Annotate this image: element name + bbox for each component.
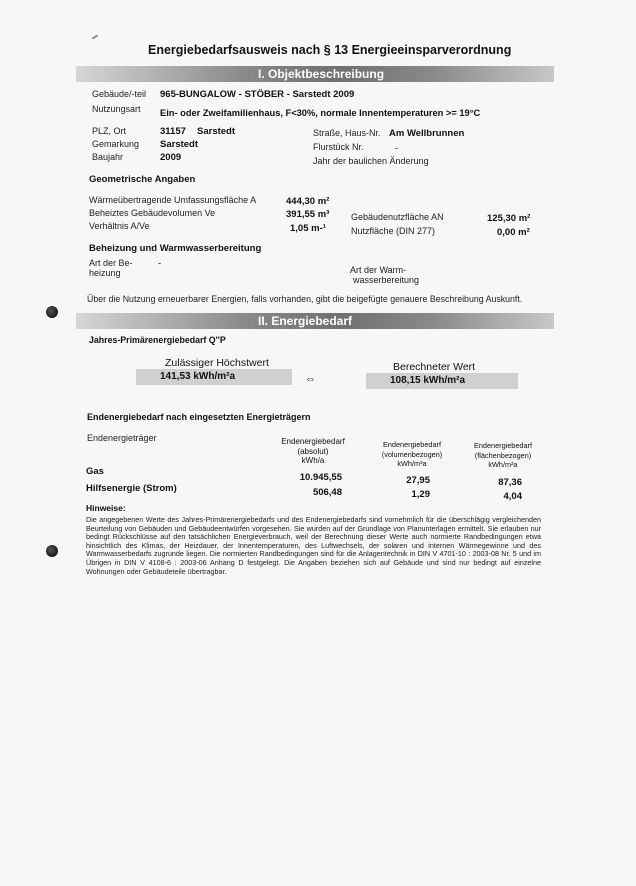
col-header-flaeche-line3: kWh/m²a <box>488 460 518 469</box>
ratio-value: 1,05 m-¹ <box>290 223 326 234</box>
nutzflaeche-din-value: 0,00 m² <box>497 227 530 238</box>
renewable-note: Über die Nutzung erneuerbarer Energien, falls vorhanden, gibt die beigefügte genauere Beschreibung Auskunft. <box>87 294 523 304</box>
gebaeude-label: Gebäude/-teil <box>92 89 147 99</box>
calculated-label: Berechneter Wert <box>393 361 476 373</box>
section-header-label: I. Objektbeschreibung <box>258 67 385 81</box>
col-header-traeger: Endenergieträger <box>87 433 157 443</box>
allowed-value: 141,53 kWh/m²a <box>160 371 236 382</box>
col-header-flaeche <box>463 441 543 470</box>
row-gas-flaeche: 87,36 <box>498 477 522 488</box>
col-header-flaeche-line1: Endenergiebedarf <box>473 441 532 450</box>
section-header-energiebedarf <box>76 313 554 329</box>
nutzungsart-label: Nutzungsart <box>92 104 141 114</box>
col-header-volumen-line2: (volumenbezogen) <box>381 449 443 459</box>
col-header-flaeche-line2: (flächenbezogen) <box>474 450 532 460</box>
ort-value: Sarstedt <box>197 126 236 137</box>
punch-hole-bottom <box>46 545 58 557</box>
allowed-value-box <box>136 369 292 385</box>
row-strom-name: Hilfsenergie (Strom) <box>86 483 177 494</box>
hints-text: Die angegebenen Werte des Jahres-Primärenergiebedarfs und des Endenergiebedarfs sind vornehmlich für die überschlägig vergleichenden Beurteilung von Gebäuden und Gebäudeentwürfen vorgesehen. Sie wurden auf der Grundlage von Planunterlagen ermittelt. Sie erlauben nur bedingt Rückschlüsse auf den tatsächlichen Energieverbrauch, weil der Berechnung dieser Werte auch normierte Randbedingungen etwa hinsichtlich des Klimas, der Heizdauer, der Innentemperaturen, des Luftwechsels, der solaren und internen Wärmegewinne und des Warmwasserbedarfs zugrunde liegen. Die normierten Randbedingungen sind für die Anlagentechnik in DIN V 4701-10 : 2003-08 Nr. 5 und im Übrigen in DIN V 4108-6 : 2003-06 Anhang D festgelegt. Die Angaben beziehen sich auf Gebäude und sind nur bedingt auf einzelne Wohnungen oder Gebäudeteile übertragbar. <box>86 515 541 576</box>
primary-energy-heading: Jahres-Primärenergiebedarf Q''P <box>89 335 226 345</box>
row-gas-absolut: 10.945,55 <box>299 472 342 483</box>
nutzflaeche-din-label: Nutzfläche (DIN 277) <box>351 226 436 236</box>
col-header-volumen-line3: kWh/m³a <box>397 459 427 468</box>
area-label: Wärmeübertragende Umfassungsfläche A <box>89 195 257 205</box>
col-header-volumen <box>372 440 452 469</box>
volume-label: Beheiztes Gebäudevolumen Ve <box>89 208 216 218</box>
gebaeude-value: 965-BUNGALOW - STÖBER - Sarstedt 2009 <box>160 89 355 100</box>
warmwasser-label-line2: wasserbereitung <box>353 275 420 285</box>
aenderung-label: Jahr der baulichen Änderung <box>313 156 429 166</box>
col-header-absolut <box>277 437 349 466</box>
page-title: Energiebedarfsausweis nach § 13 Energieeinsparverordnung <box>148 43 512 57</box>
calculated-value: 108,15 kWh/m²a <box>390 375 466 386</box>
col-header-absolut-line1: Endenergiebedarf <box>281 437 345 446</box>
nutzungsart-value: Ein- oder Zweifamilienhaus, F<30%, normale Innentemperaturen >= 19°C <box>160 108 481 118</box>
baujahr-value: 2009 <box>160 152 182 163</box>
heizung-label-line1: Art der Be- <box>89 258 133 268</box>
scan-mark <box>92 35 98 40</box>
nutzflaeche-an-value: 125,30 m² <box>487 213 531 224</box>
end-energy-heading: Endenergiebedarf nach eingesetzten Energieträgern <box>87 412 311 422</box>
baujahr-label: Baujahr <box>92 152 124 162</box>
compare-arrow-icon: ⇔ <box>305 373 316 385</box>
geo-heading: Geometrische Angaben <box>89 174 196 185</box>
row-gas-volumen: 27,95 <box>406 475 430 486</box>
heizung-label-line2: heizung <box>89 268 121 278</box>
row-strom-absolut: 506,48 <box>312 487 342 498</box>
flurstueck-value: - <box>395 143 399 154</box>
heating-heading: Beheizung und Warmwasserbereitung <box>89 243 262 254</box>
col-header-volumen-line1: Endenergiebedarf <box>382 440 441 449</box>
section-header-label: II. Energiebedarf <box>258 314 353 328</box>
volume-value: 391,55 m³ <box>286 209 330 220</box>
flurstueck-label: Flurstück Nr. <box>313 142 364 152</box>
gemarkung-label: Gemarkung <box>92 139 140 149</box>
row-strom-volumen: 1,29 <box>411 489 430 500</box>
allowed-label: Zulässiger Höchstwert <box>165 357 269 369</box>
section-header-objektbeschreibung <box>76 66 554 82</box>
gemarkung-value: Sarstedt <box>160 139 199 150</box>
plz-label: PLZ, Ort <box>92 126 127 136</box>
area-value: 444,30 m² <box>286 196 330 207</box>
plz-value: 31157 <box>160 126 186 137</box>
punch-hole-top <box>46 306 58 318</box>
row-gas-name: Gas <box>86 466 104 477</box>
hints-heading: Hinweise: <box>86 503 126 513</box>
strasse-value: Am Wellbrunnen <box>389 128 465 139</box>
calculated-value-box <box>366 373 518 389</box>
heizung-value: - <box>158 258 162 269</box>
row-strom-flaeche: 4,04 <box>503 491 522 502</box>
col-header-absolut-line3: kWh/a <box>301 456 325 465</box>
col-header-absolut-line2: (absolut) <box>297 446 329 456</box>
warmwasser-label-line1: Art der Warm- <box>350 265 407 275</box>
nutzflaeche-an-label: Gebäudenutzfläche AN <box>351 212 444 222</box>
ratio-label: Verhältnis A/Ve <box>89 221 150 231</box>
strasse-label: Straße, Haus-Nr. <box>313 128 381 138</box>
